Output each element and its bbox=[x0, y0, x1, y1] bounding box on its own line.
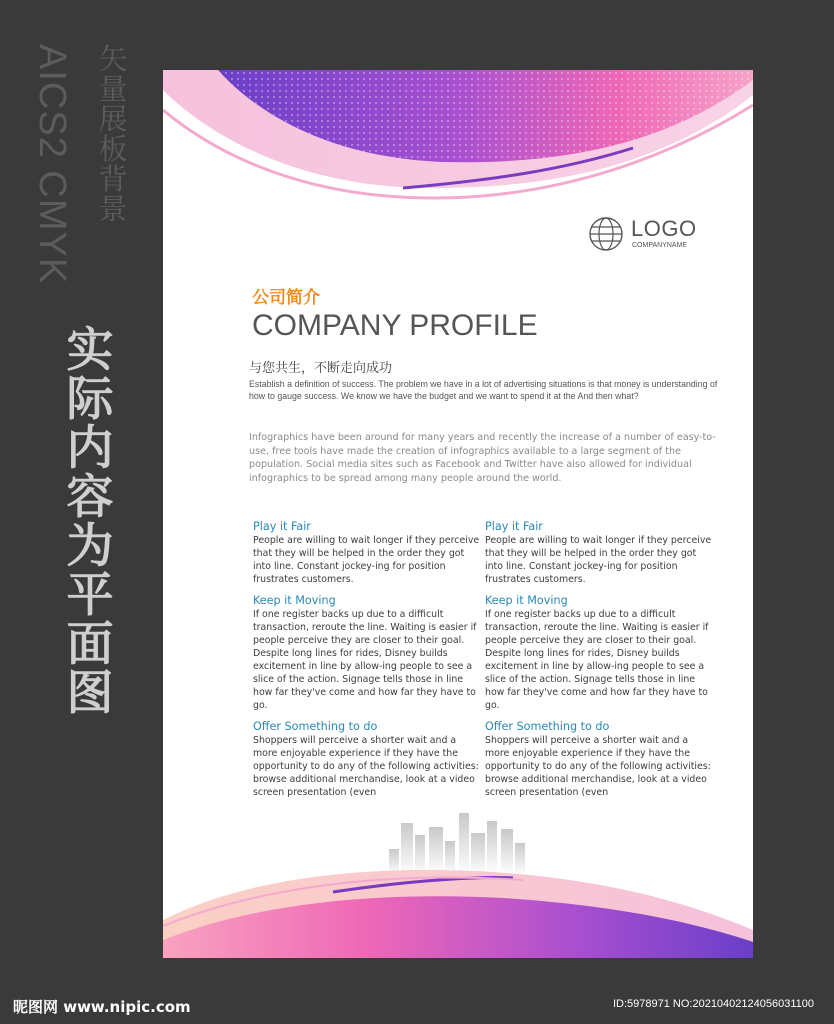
section-keep-it-moving bbox=[485, 594, 713, 712]
bottom-wave-decoration bbox=[163, 860, 753, 958]
section-title: Offer Something to do bbox=[253, 720, 378, 733]
logo-company-name: COMPANYNAME bbox=[632, 242, 688, 249]
title-cn: 公司简介 bbox=[252, 288, 320, 308]
section-title: Offer Something to do bbox=[485, 720, 610, 733]
poster bbox=[163, 70, 753, 958]
section-body: People are willing to wait longer if they perceive that they will be helped in the order they got into line. Constant jockey-ing for position frustrates customers. bbox=[485, 535, 712, 585]
globe-icon bbox=[588, 216, 624, 252]
vertical-title-cn: 矢量展板背景 bbox=[98, 42, 128, 226]
section-title: Keep it Moving bbox=[485, 594, 568, 607]
intro-paragraph-1: Establish a definition of success. The problem we have in a lot of advertising situations is that money is understanding of how to gauge success. We know we have the budget and we want to spend it at the And then what? bbox=[249, 379, 718, 402]
section-keep-it-moving bbox=[253, 594, 481, 712]
section-body: Shoppers will perceive a shorter wait and a more enjoyable experience if they have the opportunity to do any of the following activities: browse additional merchandise, look at a video screen presentation (even bbox=[485, 735, 711, 798]
vertical-title-en: AICS2 CMYK bbox=[31, 44, 73, 285]
section-body: Shoppers will perceive a shorter wait and a more enjoyable experience if they have the opportunity to do any of the following activities: browse additional merchandise, look at a video screen presentation (even bbox=[253, 735, 479, 798]
footer-id: ID:5978971 NO:20210402124056031100 bbox=[612, 998, 814, 1010]
section-play-it-fair bbox=[485, 520, 713, 586]
section-play-it-fair bbox=[253, 520, 481, 586]
section-body: People are willing to wait longer if they perceive that they will be helped in the order they got into line. Constant jockey-ing for position frustrates customers. bbox=[253, 535, 480, 585]
slogan: 与您共生，不断走向成功 bbox=[249, 361, 393, 376]
logo-text: LOGO bbox=[631, 216, 697, 241]
section-body: If one register backs up due to a difficult transaction, reroute the line. Waiting is easier if people perceive they are closer to their goal. Despite long lines for rides, Disney builds excitement in line by allow-ing people to see a slice of the action. Signage tells those in line how far they've come and how far they have to go. bbox=[253, 609, 477, 711]
top-wave-decoration bbox=[163, 70, 753, 205]
column-left bbox=[253, 520, 481, 807]
footer-site: 昵图网 www.nipic.com bbox=[13, 998, 191, 1016]
section-offer-something bbox=[253, 720, 481, 799]
vertical-notice: 实际内容为平面图 bbox=[66, 323, 114, 721]
section-title: Play it Fair bbox=[253, 520, 311, 533]
section-title: Play it Fair bbox=[485, 520, 543, 533]
section-body: If one register backs up due to a difficult transaction, reroute the line. Waiting is easier if people perceive they are closer to their goal. Despite long lines for rides, Disney builds excitement in line by allow-ing people to see a slice of the action. Signage tells those in line how far they've come and how far they have to go. bbox=[485, 609, 709, 711]
section-title: Keep it Moving bbox=[253, 594, 336, 607]
intro-paragraph-2: Infographics have been around for many years and recently the increase of a number of easy-to-use, free tools have made the creation of infographics available to a large segment of the population. Social media sites such as Facebook and Twitter have also allowed for individual infographics to be spread among many people around the world. bbox=[249, 432, 716, 484]
section-offer-something bbox=[485, 720, 713, 799]
page-title: COMPANY PROFILE bbox=[252, 309, 538, 342]
column-right bbox=[485, 520, 713, 807]
